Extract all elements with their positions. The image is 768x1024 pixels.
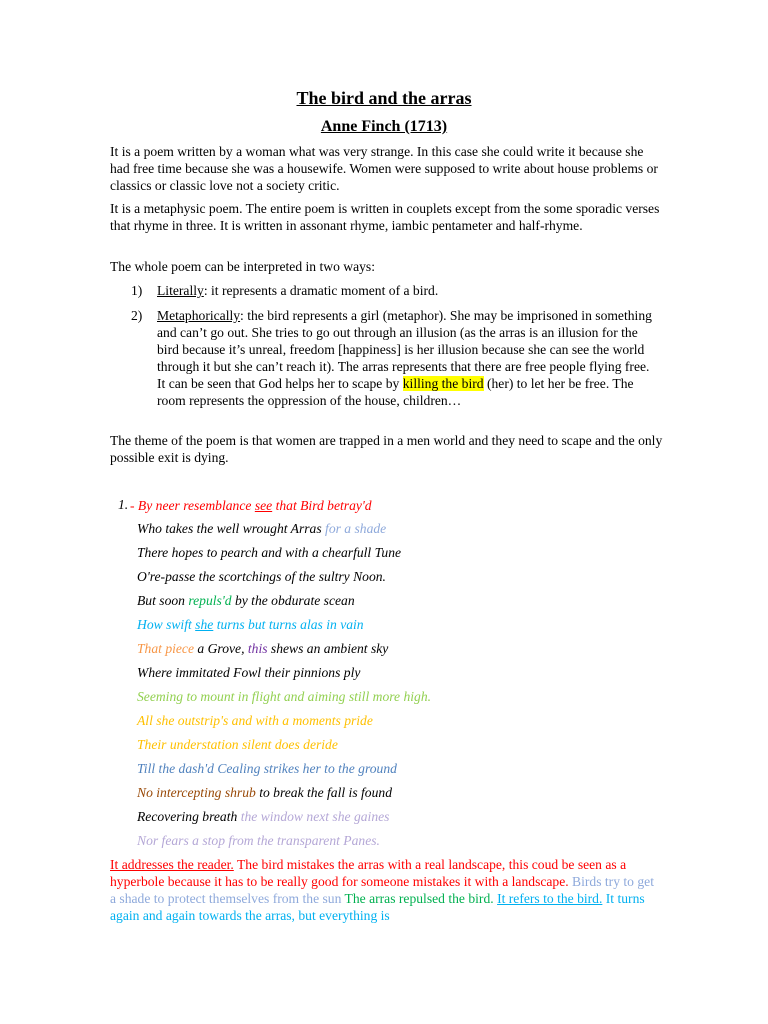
intro-paragraph: It is a poem written by a woman what was very strange. In this case she could write it because she had free time because she was a housewife. Women were supposed to write about house problems or classics or classic love not a society critic. bbox=[110, 144, 658, 193]
poem-line-6 bbox=[137, 616, 364, 633]
analysis-fragment: Birds try to get a shade to protect themselves from the sun bbox=[110, 874, 654, 906]
poem-fragment: repuls'd bbox=[188, 593, 232, 608]
highlighted-text: killing the bird bbox=[402, 376, 484, 391]
poem-line-2 bbox=[137, 520, 386, 537]
poem-line-11: Their understation silent does deride bbox=[137, 737, 338, 752]
poem-fragment: turns but turns alas in vain bbox=[213, 617, 364, 632]
poem-fragment: - By neer resemblance bbox=[130, 498, 255, 513]
interpretation-intro: The whole poem can be interpreted in two ways: bbox=[110, 259, 375, 274]
list-item-literally bbox=[131, 282, 656, 299]
poem-line-1 bbox=[130, 497, 372, 514]
theme-paragraph: The theme of the poem is that women are trapped in a men world and they need to scape and the only possible exit is dying. bbox=[110, 433, 663, 465]
poem-fragment: see bbox=[254, 498, 273, 513]
analysis-fragment: It refers to the bird. bbox=[497, 891, 603, 906]
poem-line-15: Nor fears a stop from the transparent Panes. bbox=[137, 833, 380, 848]
poem-line-10: All she outstrip's and with a moments pride bbox=[137, 713, 373, 728]
poem-fragment: by the obdurate scean bbox=[231, 593, 355, 608]
list-item-metaphorically bbox=[131, 307, 656, 409]
document-title: The bird and the arras bbox=[296, 88, 472, 108]
poem-fragment: No intercepting shrub bbox=[137, 785, 256, 800]
poem-line-3: There hopes to pearch and with a chearfull Tune bbox=[137, 545, 402, 560]
list-term: Metaphorically bbox=[157, 308, 241, 323]
poem-fragment: she bbox=[195, 617, 214, 632]
poem-number: 1. bbox=[118, 497, 129, 512]
poem-fragment: How swift bbox=[137, 617, 196, 632]
list-text: : it represents a dramatic moment of a bird. bbox=[203, 283, 439, 298]
analysis-fragment: The arras repulsed the bird. bbox=[341, 891, 494, 906]
poem-fragment: But soon bbox=[137, 593, 189, 608]
analysis-fragment: It turns again and again towards the arras, but everything is bbox=[110, 891, 645, 923]
poem-line-4: O're-passe the scortchings of the sultry Noon. bbox=[137, 569, 386, 584]
poem-line-7 bbox=[137, 640, 388, 657]
analysis-fragment: The bird mistakes the arras with a real landscape, this coud be seen as a hyperbole because it has to be really good for someone mistakes it with a landscape. bbox=[110, 857, 627, 889]
poem-line-12: Till the dash'd Cealing strikes her to the ground bbox=[137, 761, 397, 776]
analysis-fragment: It addresses the reader. bbox=[110, 857, 234, 872]
list-number: 2) bbox=[131, 308, 143, 323]
poem-fragment: for a shade bbox=[325, 521, 387, 536]
poem-line-13 bbox=[137, 784, 392, 801]
poem-fragment: Who takes the well wrought Arras bbox=[137, 521, 326, 536]
form-paragraph: It is a metaphysic poem. The entire poem is written in couplets except from the some sporadic verses that rhyme in three. It is written in assonant rhyme, iambic pentameter and half-rhyme. bbox=[110, 201, 660, 233]
list-term: Literally bbox=[157, 283, 204, 298]
document-subtitle: Anne Finch (1713) bbox=[320, 118, 448, 135]
poem-fragment: a Grove, bbox=[194, 641, 248, 656]
analysis-paragraph bbox=[110, 856, 655, 924]
poem-fragment: this bbox=[247, 641, 268, 656]
poem-fragment: that Bird betray'd bbox=[272, 498, 372, 513]
poem-fragment: the window next she gaines bbox=[240, 809, 390, 824]
poem-line-8: Where immitated Fowl their pinnions ply bbox=[137, 665, 361, 680]
list-text: : the bird represents a girl (metaphor). She may be imprisoned in something and can’t go out. She tries to go out through an illusion (as the arras is an illusion for the bird because it’s unreal, freedom [happiness] is her illusion because she can see the world through it but she can’t reach it). The arras represents that there are free people flying free. It can be seen that God helps her to scape by bbox=[157, 308, 652, 391]
poem-line-9: Seeming to mount in flight and aiming still more high. bbox=[137, 689, 432, 704]
poem-fragment: That piece bbox=[137, 641, 195, 656]
poem-fragment: to break the fall is found bbox=[255, 785, 392, 800]
poem-fragment: Recovering breath bbox=[137, 809, 241, 824]
poem-fragment: shews an ambient sky bbox=[267, 641, 389, 656]
poem-line-5 bbox=[137, 592, 355, 609]
list-number: 1) bbox=[131, 283, 143, 298]
list-text: (her) to let her be free. The room represents the oppression of the house, children… bbox=[157, 376, 634, 408]
poem-line-14 bbox=[137, 808, 389, 825]
